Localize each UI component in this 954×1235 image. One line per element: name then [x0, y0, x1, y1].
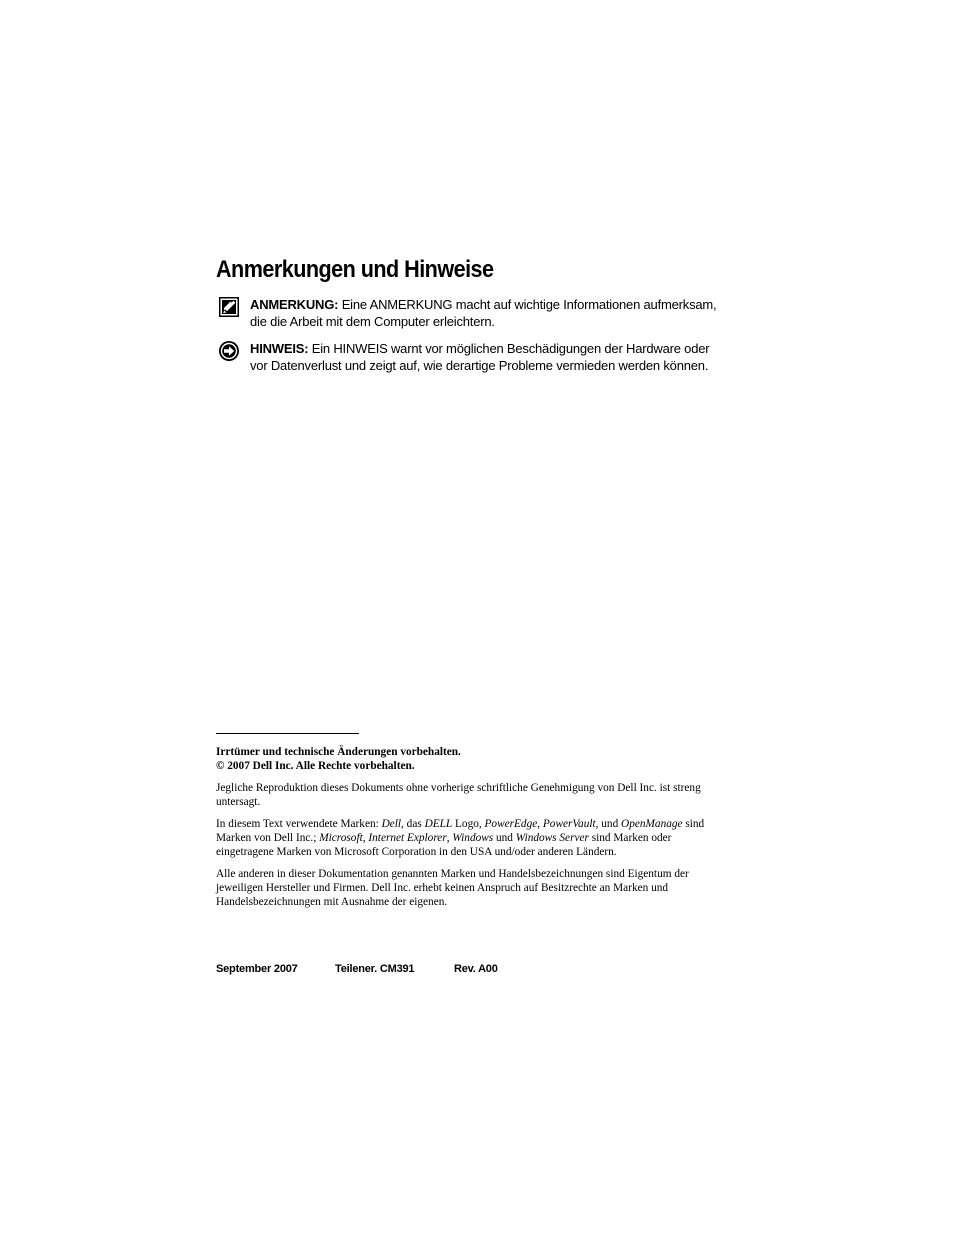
- page-title: Anmerkungen und Hinweise: [216, 256, 494, 283]
- hinweis-text: Ein HINWEIS warnt vor möglichen Beschädigungen der Hardware oder vor Datenverlust und zeigt auf, wie derartige Probleme vermieden werden können.: [250, 341, 710, 373]
- arrow-circle-icon: [218, 340, 240, 362]
- other-trademarks-notice: Alle anderen in dieser Dokumentation genannten Marken und Handelsbezeichnungen sind Eigentum der jeweiligen Hersteller und Firmen. Dell Inc. erhebt keinen Anspruch auf Besitzrechte an Marken und Handelsbezeichnungen mit Ausnahme der eigenen.: [216, 868, 689, 908]
- note-text: Eine ANMERKUNG macht auf wichtige Informationen aufmerksam, die die Arbeit mit dem Computer erleichtern.: [250, 297, 717, 329]
- hinweis-label: HINWEIS:: [250, 341, 309, 356]
- legal-block: [216, 745, 716, 917]
- footer-revision: Rev. A00: [454, 963, 498, 975]
- footer-date: September 2007: [216, 963, 298, 975]
- copyright-block: [216, 745, 716, 773]
- trademark-notice: In diesem Text verwendete Marken: Dell, das DELL Logo, PowerEdge, PowerVault, und OpenManage sind Marken von Dell Inc.; Microsoft, Internet Explorer, Windows und Windows Server sind Marken oder eingetragene Marken von Microsoft Corporation in den USA und/oder anderen Ländern.: [216, 818, 705, 858]
- document-footer: [216, 963, 716, 979]
- footnote-divider: [216, 733, 359, 734]
- copyright-line: © 2007 Dell Inc. Alle Rechte vorbehalten.: [216, 760, 415, 772]
- note-label: ANMERKUNG:: [250, 297, 339, 312]
- footer-part-number: Teilener. CM391: [335, 963, 415, 975]
- reproduction-notice: Jegliche Reproduktion dieses Dokuments ohne vorherige schriftliche Genehmigung von Dell Inc. ist streng untersagt.: [216, 782, 701, 808]
- disclaimer-line: Irrtümer und technische Änderungen vorbehalten.: [216, 746, 461, 758]
- pencil-note-icon: [218, 296, 240, 318]
